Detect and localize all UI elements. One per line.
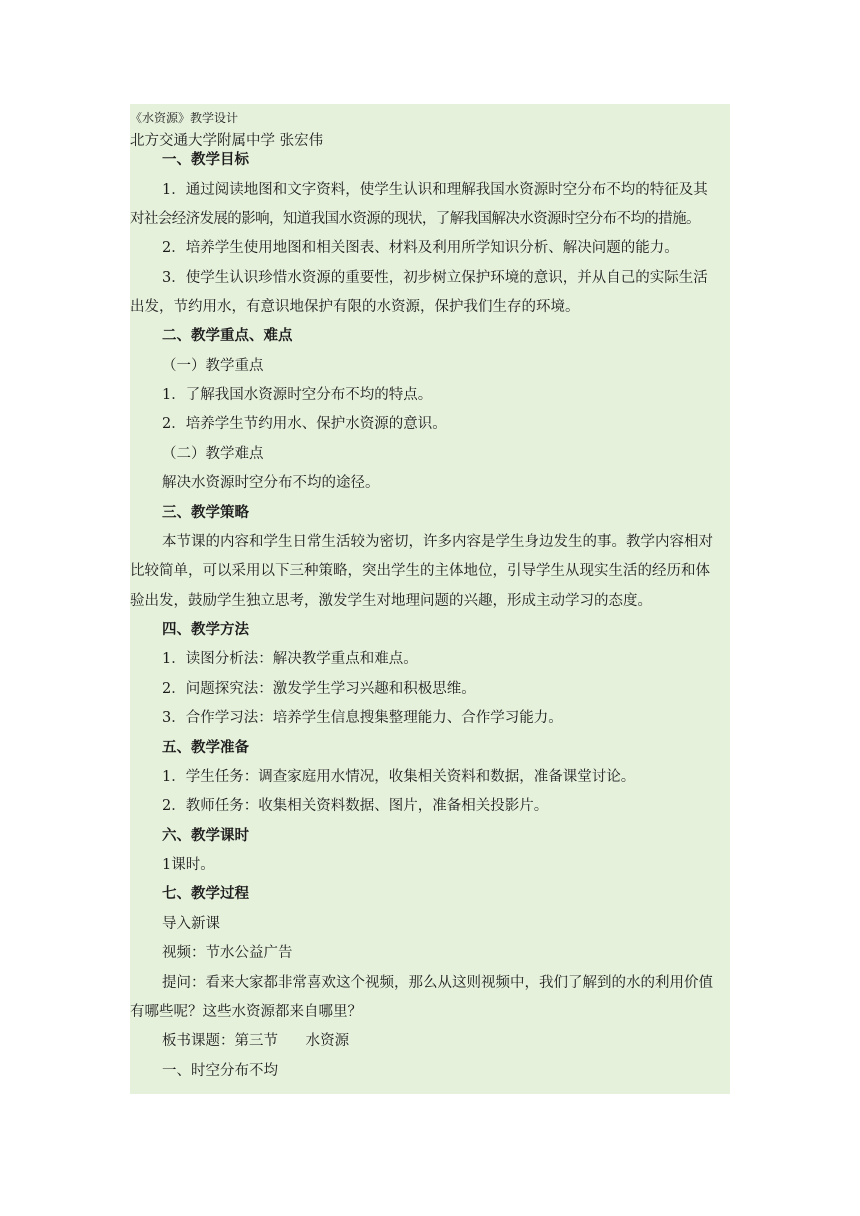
- paragraph-line: 验出发，鼓励学生独立思考，激发学生对地理问题的兴趣，形成主动学习的态度。: [130, 593, 652, 609]
- paragraph-line: 3．使学生认识珍惜水资源的重要性，初步树立保护环境的意识，并从自己的实际生活: [162, 270, 708, 286]
- paragraph-line: 有哪些呢？这些水资源都来自哪里？: [130, 1004, 362, 1020]
- paragraph-line: 1．读图分析法：解决教学重点和难点。: [162, 651, 418, 667]
- paragraph-line: 视频：节水公益广告: [162, 945, 293, 961]
- heading-preparation: 五、教学准备: [162, 739, 249, 756]
- paragraph-line: 2．教师任务：收集相关资料数据、图片，准备相关投影片。: [162, 798, 549, 814]
- paragraph-line: 2．培养学生使用地图和相关图表、材料及利用所学知识分析、解决问题的能力。: [162, 240, 679, 256]
- paragraph-line: 一、时空分布不均: [162, 1063, 278, 1079]
- subheading: （一）教学重点: [162, 358, 264, 374]
- paragraph-line: 板书课题：第三节 水资源: [162, 1033, 350, 1049]
- subheading: （二）教学难点: [162, 446, 264, 462]
- paragraph-line: 2．培养学生节约用水、保护水资源的意识。: [162, 416, 447, 432]
- paragraph-line: 导入新课: [162, 916, 220, 932]
- paragraph-line: 提问：看来大家都非常喜欢这个视频，那么从这则视频中，我们了解到的水的利用价值: [162, 975, 713, 991]
- paragraph-line: 1课时。: [162, 857, 215, 873]
- paragraph-line: 出发，节约用水，有意识地保护有限的水资源，保护我们生存的环境。: [130, 299, 580, 315]
- paragraph-line: 对社会经济发展的影响，知道我国水资源的现状，了解我国解决水资源时空分布不均的措施。: [130, 211, 700, 227]
- paragraph-line: 解决水资源时空分布不均的途径。: [162, 475, 380, 491]
- paragraph-line: 比较简单，可以采用以下三种策略，突出学生的主体地位，引导学生从现实生活的经历和体: [130, 563, 710, 579]
- paragraph-line: 2．问题探究法：激发学生学习兴趣和积极思维。: [162, 681, 476, 697]
- paragraph-line: 1．通过阅读地图和文字资料，使学生认识和理解我国水资源时空分布不均的特征及其: [162, 182, 708, 198]
- heading-key-points: 二、教学重点、难点: [162, 327, 293, 344]
- doc-title: 《水资源》教学设计: [130, 111, 239, 125]
- heading-strategy: 三、教学策略: [162, 504, 249, 521]
- author-line: 北方交通大学附属中学 张宏伟: [130, 133, 324, 149]
- heading-objectives: 一、教学目标: [162, 151, 249, 168]
- heading-methods: 四、教学方法: [162, 621, 249, 638]
- document-page: [130, 104, 730, 1094]
- heading-process: 七、教学过程: [162, 885, 249, 902]
- paragraph-line: 1．了解我国水资源时空分布不均的特点。: [162, 387, 433, 403]
- heading-hours: 六、教学课时: [162, 827, 249, 844]
- paragraph-line: 本节课的内容和学生日常生活较为密切，许多内容是学生身边发生的事。教学内容相对: [162, 534, 713, 550]
- paragraph-line: 3．合作学习法：培养学生信息搜集整理能力、合作学习能力。: [162, 710, 563, 726]
- paragraph-line: 1．学生任务：调查家庭用水情况，收集相关资料和数据，准备课堂讨论。: [162, 769, 636, 785]
